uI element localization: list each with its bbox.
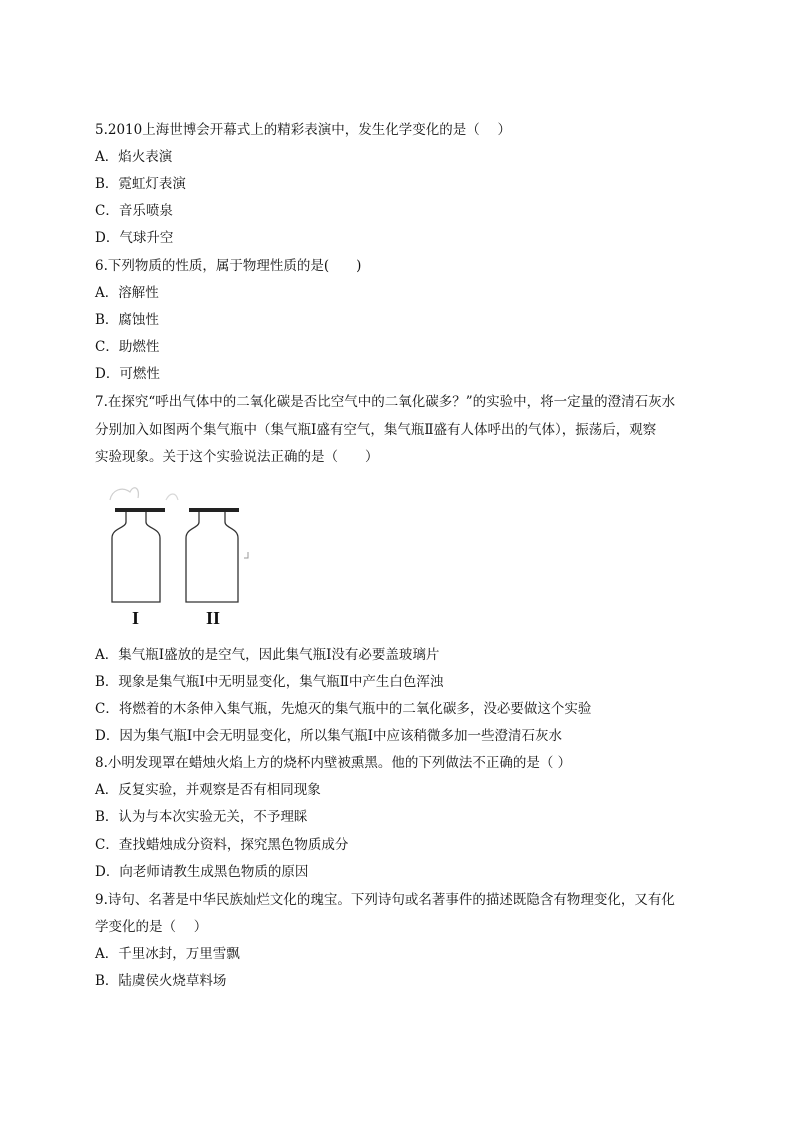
question-7-stem-line-3: 实验现象。关于这个实验说法正确的是（ ） — [95, 449, 379, 465]
gas-bottles-diagram — [100, 478, 270, 628]
question-8-stem: 8.小明发现罩在蜡烛火焰上方的烧杯内壁被熏黑。他的下列做法不正确的是（ ） — [95, 755, 572, 771]
question-7-stem-line-1: 7.在探究“呼出气体中的二氧化碳是否比空气中的二氧化碳多？”的实验中，将一定量的澄清石灰水 — [95, 394, 676, 410]
question-6-option-a: A．溶解性 — [95, 285, 159, 301]
question-6-option-c: C．助燃性 — [95, 339, 160, 355]
question-5-option-d: D．气球升空 — [95, 230, 174, 246]
question-6-option-b: B．腐蚀性 — [95, 312, 159, 328]
question-9-stem-line-1: 9.诗句、名著是中华民族灿烂文化的瑰宝。下列诗句或名著事件的描述既隐含有物理变化，又有化 — [95, 892, 675, 908]
gas-bottle-1 — [112, 512, 160, 602]
question-5-option-b: B．霓虹灯表演 — [95, 176, 186, 192]
question-6-stem: 6.下列物质的性质，属于物理性质的是( ) — [95, 258, 362, 274]
question-5-option-c: C．音乐喷泉 — [95, 203, 173, 219]
question-9-stem-line-2: 学变化的是（ ） — [95, 919, 208, 935]
question-7-option-a: A．集气瓶Ⅰ盛放的是空气，因此集气瓶Ⅰ没有必要盖玻璃片 — [95, 647, 440, 663]
question-6-option-d: D．可燃性 — [95, 366, 160, 382]
question-9-option-a: A．千里冰封，万里雪飘 — [95, 946, 240, 962]
vapor-sketch — [110, 488, 138, 500]
vapor-sketch-2 — [166, 494, 178, 500]
question-7-option-d: D．因为集气瓶Ⅰ中会无明显变化，所以集气瓶Ⅰ中应该稍微多加一些澄清石灰水 — [95, 728, 562, 744]
gas-bottle-2 — [186, 512, 238, 602]
glass-plate-2 — [189, 508, 239, 512]
bottle-label-1: I — [132, 608, 140, 628]
question-9-option-b: B．陆虞侯火烧草料场 — [95, 973, 227, 989]
glass-plate-1 — [115, 508, 165, 512]
question-8-option-d: D．向老师请教生成黑色物质的原因 — [95, 864, 309, 880]
question-7-option-b: B．现象是集气瓶Ⅰ中无明显变化，集气瓶Ⅱ中产生白色浑浊 — [95, 674, 444, 690]
return-mark — [244, 552, 248, 558]
question-8-option-b: B．认为与本次实验无关，不予理睬 — [95, 809, 308, 825]
question-7-option-c: C．将燃着的木条伸入集气瓶，先熄灭的集气瓶中的二氧化碳多，没必要做这个实验 — [95, 701, 592, 717]
question-8-option-a: A．反复实验，并观察是否有相同现象 — [95, 782, 321, 798]
question-7-stem-line-2: 分别加入如图两个集气瓶中（集气瓶Ⅰ盛有空气，集气瓶Ⅱ盛有人体呼出的气体），振荡后，观察 — [95, 422, 657, 438]
question-8-option-c: C．查找蜡烛成分资料，探究黑色物质成分 — [95, 837, 349, 853]
gas-bottles-figure — [100, 478, 270, 628]
bottle-label-2: II — [206, 608, 221, 628]
question-5-option-a: A．焰火表演 — [95, 149, 173, 165]
question-5-stem: 5.2010上海世博会开幕式上的精彩表演中，发生化学变化的是（ ） — [95, 122, 512, 138]
